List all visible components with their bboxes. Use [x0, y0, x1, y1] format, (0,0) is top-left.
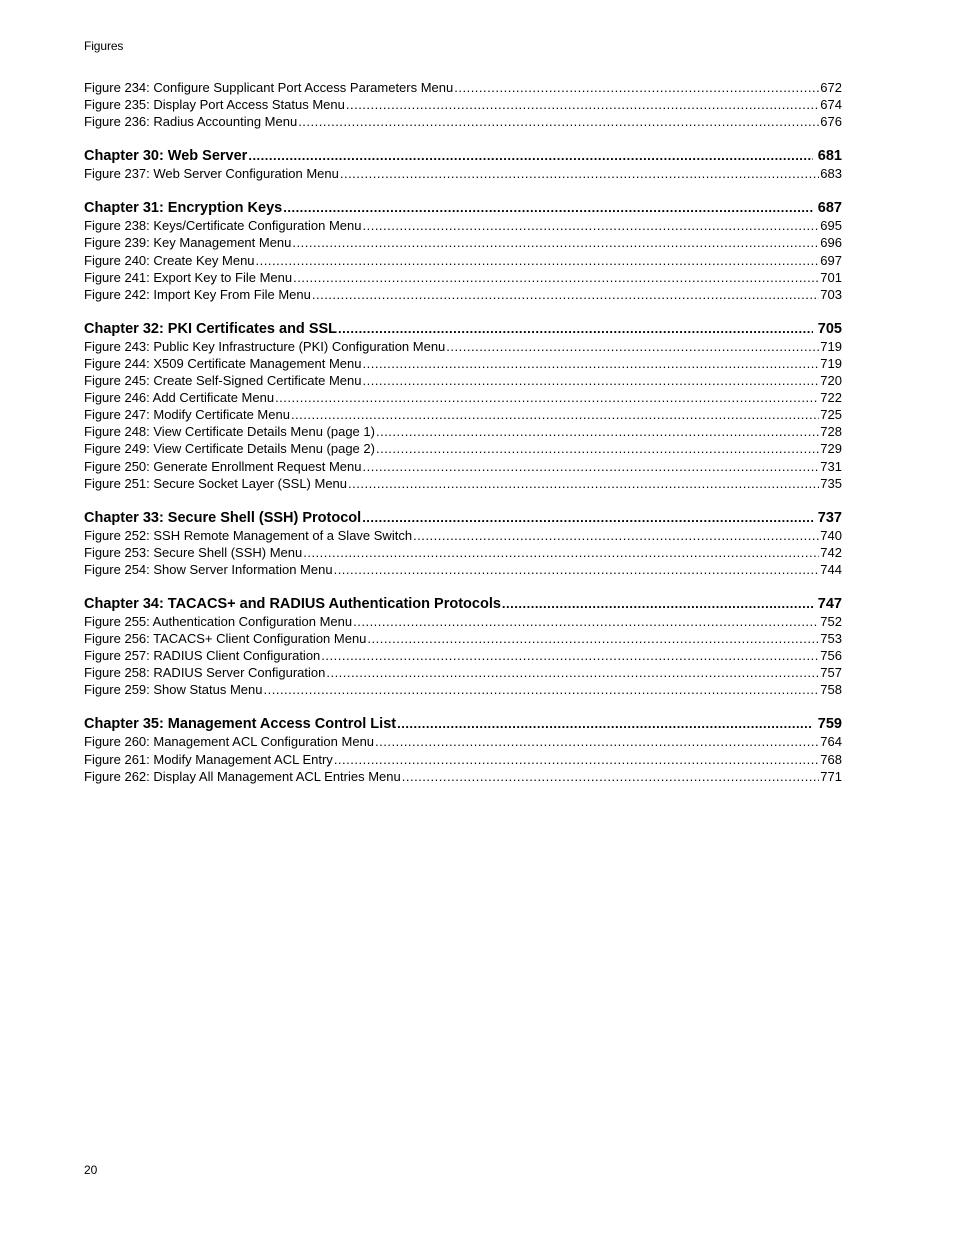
toc-entry-page: 742: [820, 544, 842, 560]
toc-entry-page: 764: [820, 734, 842, 750]
toc-figure-entry[interactable]: [84, 355, 842, 372]
toc-entry-title: Figure 242: Import Key From File Menu: [84, 286, 311, 302]
dot-leader: [362, 372, 819, 389]
toc-figure-entry[interactable]: [84, 217, 842, 234]
toc-figure-entry[interactable]: [84, 406, 842, 423]
dot-leader: [454, 79, 819, 96]
toc-chapter-entry[interactable]: [84, 595, 842, 613]
dot-leader: [292, 234, 819, 251]
toc-entry-title: Figure 234: Configure Supplicant Port Access Parameters Menu: [84, 80, 454, 95]
toc-entry-page: 674: [820, 97, 842, 113]
toc-entry-title: Figure 239: Key Management Menu: [84, 235, 292, 251]
toc-entry-title: Figure 258: RADIUS Server Configuration: [84, 665, 326, 681]
toc-entry-title: Figure 253: Secure Shell (SSH) Menu: [84, 544, 303, 560]
toc-entry-title: Figure 262: Display All Management ACL Entries Menu: [84, 768, 401, 784]
toc-entry-page: 744: [820, 561, 842, 577]
toc-figure-entry[interactable]: [84, 423, 842, 440]
dot-leader: [353, 613, 819, 630]
dot-leader: [363, 355, 820, 372]
toc-figure-entry[interactable]: [84, 389, 842, 406]
toc-chapter-entry[interactable]: [84, 715, 842, 733]
toc-entry-title: Figure 249: View Certificate Details Menu (page 2): [84, 441, 375, 457]
toc-entry-page: 731: [820, 458, 842, 474]
toc-entry-title: Figure 235: Display Port Access Status Menu: [84, 97, 345, 113]
toc-entry-page: 735: [820, 475, 842, 491]
toc-figure-entry[interactable]: [84, 458, 842, 475]
toc-entry-title: Chapter 31: Encryption Keys: [84, 200, 283, 217]
page-number: 20: [84, 1163, 98, 1177]
dot-leader: [340, 165, 819, 182]
toc-entry-page: 728: [820, 424, 842, 440]
dot-leader: [338, 320, 813, 338]
toc-figure-entry[interactable]: [84, 630, 842, 647]
toc-figure-entry[interactable]: [84, 252, 842, 269]
toc-entry-title: Figure 260: Management ACL Configuration Menu: [84, 734, 375, 750]
dot-leader: [298, 113, 819, 130]
table-of-figures: [84, 79, 842, 785]
toc-entry-title: Figure 238: Keys/Certificate Configuration Menu: [84, 218, 362, 234]
toc-entry-title: Figure 259: Show Status Menu: [84, 682, 263, 698]
toc-figure-entry[interactable]: [84, 96, 842, 113]
dot-leader: [376, 440, 819, 457]
toc-entry-title: Chapter 30: Web Server: [84, 148, 248, 165]
dot-leader: [312, 286, 819, 303]
dot-leader: [326, 664, 819, 681]
toc-entry-title: Figure 248: View Certificate Details Menu (page 1): [84, 424, 375, 440]
toc-entry-page: 756: [820, 648, 842, 664]
toc-entry-title: Figure 256: TACACS+ Client Configuration Menu: [84, 631, 367, 647]
toc-figure-entry[interactable]: [84, 544, 842, 561]
toc-figure-entry[interactable]: [84, 440, 842, 457]
toc-figure-entry[interactable]: [84, 269, 842, 286]
dot-leader: [348, 475, 819, 492]
toc-entry-page: 737: [817, 509, 842, 526]
toc-entry-title: Figure 237: Web Server Configuration Menu: [84, 166, 339, 182]
toc-figure-entry[interactable]: [84, 733, 842, 750]
toc-entry-title: Figure 252: SSH Remote Management of a Slave Switch: [84, 527, 413, 543]
toc-chapter-entry[interactable]: [84, 320, 842, 338]
toc-figure-entry[interactable]: [84, 165, 842, 182]
toc-entry-title: Figure 251: Secure Socket Layer (SSL) Menu: [84, 475, 348, 491]
dot-leader: [397, 715, 813, 733]
toc-entry-page: 725: [820, 407, 842, 423]
toc-entry-title: Figure 247: Modify Certificate Menu: [84, 407, 290, 423]
dot-leader: [334, 751, 819, 768]
dot-leader: [275, 389, 819, 406]
toc-entry-page: 753: [820, 631, 842, 647]
dot-leader: [502, 595, 813, 613]
toc-entry-page: 695: [820, 218, 842, 234]
toc-entry-page: 740: [820, 527, 842, 543]
dot-leader: [346, 96, 819, 113]
toc-entry-page: 705: [817, 320, 842, 337]
dot-leader: [303, 544, 819, 561]
toc-chapter-entry[interactable]: [84, 199, 842, 217]
dot-leader: [446, 338, 819, 355]
dot-leader: [413, 527, 819, 544]
toc-entry-title: Figure 244: X509 Certificate Management Menu: [84, 355, 362, 371]
dot-leader: [367, 630, 819, 647]
running-header: Figures: [84, 39, 124, 53]
toc-entry-title: Figure 236: Radius Accounting Menu: [84, 114, 298, 130]
toc-entry-page: 722: [820, 390, 842, 406]
dot-leader: [291, 406, 819, 423]
toc-entry-title: Figure 240: Create Key Menu: [84, 252, 255, 268]
toc-figure-entry[interactable]: [84, 561, 842, 578]
toc-figure-entry[interactable]: [84, 475, 842, 492]
toc-entry-title: Chapter 32: PKI Certificates and SSL: [84, 320, 338, 337]
toc-entry-page: 719: [820, 338, 842, 354]
toc-entry-title: Figure 243: Public Key Infrastructure (PKI) Configuration Menu: [84, 338, 446, 354]
toc-entry-title: Figure 254: Show Server Information Menu: [84, 561, 333, 577]
toc-figure-entry[interactable]: [84, 338, 842, 355]
toc-entry-title: Figure 241: Export Key to File Menu: [84, 269, 293, 285]
toc-entry-page: 747: [817, 595, 842, 612]
dot-leader: [376, 423, 819, 440]
toc-entry-page: 687: [817, 200, 842, 217]
toc-figure-entry[interactable]: [84, 768, 842, 785]
toc-chapter-entry[interactable]: [84, 509, 842, 527]
toc-figure-entry[interactable]: [84, 647, 842, 664]
dot-leader: [321, 647, 819, 664]
dot-leader: [248, 147, 812, 165]
toc-figure-entry[interactable]: [84, 751, 842, 768]
dot-leader: [375, 733, 819, 750]
toc-entry-title: Figure 255: Authentication Configuration Menu: [84, 613, 353, 629]
toc-entry-page: 768: [820, 751, 842, 767]
toc-figure-entry[interactable]: [84, 681, 842, 698]
dot-leader: [334, 561, 820, 578]
dot-leader: [256, 252, 820, 269]
toc-entry-page: 720: [820, 373, 842, 389]
toc-entry-title: Figure 245: Create Self-Signed Certificate Menu: [84, 373, 362, 389]
toc-entry-title: Chapter 33: Secure Shell (SSH) Protocol: [84, 509, 362, 526]
toc-entry-page: 758: [820, 682, 842, 698]
toc-figure-entry[interactable]: [84, 613, 842, 630]
toc-entry-title: Figure 261: Modify Management ACL Entry: [84, 751, 333, 767]
toc-entry-page: 771: [820, 768, 842, 784]
toc-figure-entry[interactable]: [84, 664, 842, 681]
dot-leader: [283, 199, 813, 217]
toc-entry-title: Chapter 34: TACACS+ and RADIUS Authentication Protocols: [84, 595, 501, 612]
toc-entry-page: 759: [817, 716, 842, 733]
toc-entry-title: Chapter 35: Management Access Control List: [84, 716, 397, 733]
toc-entry-page: 672: [820, 80, 842, 95]
dot-leader: [362, 217, 819, 234]
toc-figure-entry[interactable]: [84, 372, 842, 389]
toc-entry-page: 752: [820, 613, 842, 629]
dot-leader: [363, 458, 820, 475]
toc-figure-entry[interactable]: [84, 79, 842, 96]
toc-entry-page: 696: [820, 235, 842, 251]
toc-entry-title: Figure 246: Add Certificate Menu: [84, 390, 275, 406]
toc-entry-title: Figure 250: Generate Enrollment Request Menu: [84, 458, 362, 474]
dot-leader: [362, 509, 813, 527]
toc-chapter-entry[interactable]: [84, 147, 842, 165]
toc-entry-page: 683: [820, 166, 842, 182]
toc-entry-page: 676: [820, 114, 842, 130]
toc-entry-page: 719: [820, 355, 842, 371]
toc-entry-page: 729: [820, 441, 842, 457]
toc-figure-entry[interactable]: [84, 286, 842, 303]
toc-entry-page: 701: [820, 269, 842, 285]
toc-figure-entry[interactable]: [84, 527, 842, 544]
toc-entry-page: 697: [820, 252, 842, 268]
dot-leader: [402, 768, 820, 785]
toc-entry-page: 757: [820, 665, 842, 681]
dot-leader: [264, 681, 820, 698]
toc-figure-entry[interactable]: [84, 113, 842, 130]
toc-figure-entry[interactable]: [84, 234, 842, 251]
dot-leader: [293, 269, 819, 286]
toc-entry-page: 681: [817, 148, 842, 165]
toc-entry-title: Figure 257: RADIUS Client Configuration: [84, 648, 321, 664]
toc-entry-page: 703: [820, 286, 842, 302]
